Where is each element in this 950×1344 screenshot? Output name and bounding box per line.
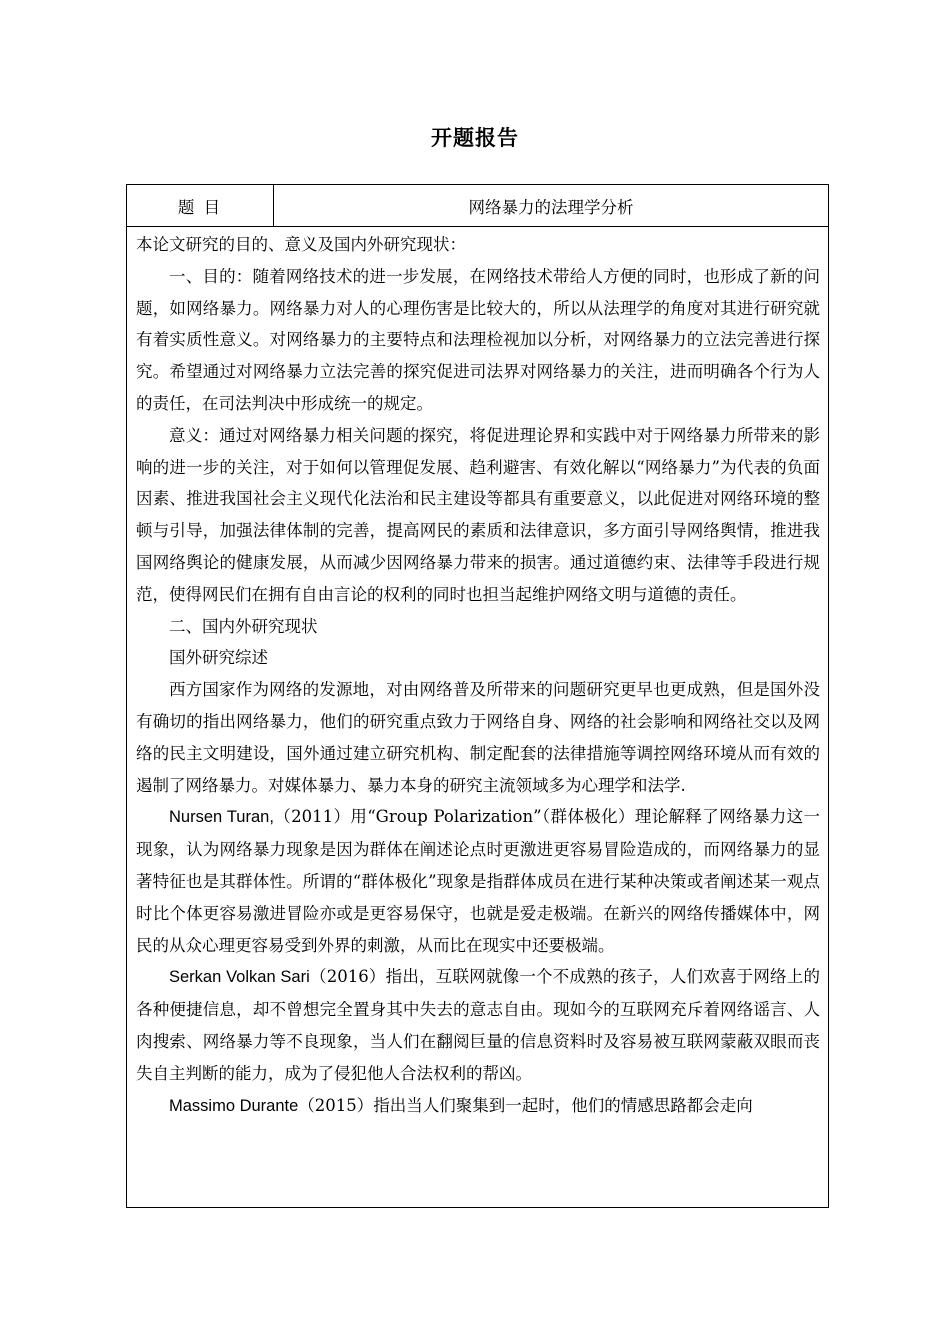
- durante-text: （2015）指出当人们聚集到一起时，他们的情感思路都会走向: [298, 1095, 753, 1115]
- paragraph-research-status-heading: 二、国内外研究现状: [169, 616, 318, 636]
- paragraph-purpose: 一、目的：随着网络技术的进一步发展，在网络技术带给人方便的同时，也形成了新的问题，如网络暴力。网络暴力对人的心理伤害是比较大的，所以从法理学的角度对其进行研究就有着实质性意义。对网络暴力的主要特点和法理检视加以分析，对网络暴力的立法完善进行探究。希望通过对网络暴力立法完善的探究促进司法界对网络暴力的关注，进而明确各个行为人的责任，在司法判决中形成统一的规定。: [136, 266, 820, 413]
- topic-value: 网络暴力的法理学分析: [468, 197, 634, 217]
- paragraph-durante: [136, 1090, 820, 1123]
- paragraph-western-research: 西方国家作为网络的发源地，对由网络普及所带来的问题研究更早也更成熟，但是国外没有确切的指出网络暴力，他们的研究重点致力于网络自身、网络的社会影响和网络社交以及网络的民主文明建设，国外通过建立研究机构、制定配套的法律措施等调控网络环境从而有效的遏制了网络暴力。对媒体暴力、暴力本身的研究主流领域多为心理学和法学.: [136, 680, 820, 795]
- paragraph-turan: [136, 801, 820, 961]
- author-durante: Massimo Durante: [169, 1096, 299, 1115]
- document-title: 开题报告: [431, 126, 519, 150]
- topic-row: [127, 185, 828, 227]
- proposal-body: [127, 227, 828, 1122]
- topic-label: 题 目: [127, 185, 274, 226]
- section-heading: 本论文研究的目的、意义及国内外研究现状：: [136, 235, 466, 254]
- paragraph-significance: 意义：通过对网络暴力相关问题的探究，将促进理论界和实践中对于网络暴力所带来的影响的进一步的关注，对于如何以管理促发展、趋利避害、有效化解以“网络暴力”为代表的负面因素、推进我国社会主义现代化法治和民主建设等都具有重要意义，以此促进对网络环境的整顿与引导，加强法律体制的完善，提高网民的素质和法律意识，多方面引导网络舆情，推进我国网络舆论的健康发展，从而减少因网络暴力带来的损害。通过道德约束、法律等手段进行规范，使得网民们在拥有自由言论的权利的同时也担当起维护网络文明与道德的责任。: [136, 425, 820, 604]
- paragraph-sari: [136, 961, 820, 1089]
- proposal-table: [126, 184, 829, 1208]
- author-sari: Serkan Volkan Sari: [169, 968, 310, 987]
- turan-text: （2011）用“Group Polarization”（群体极化）理论解释了网络暴力这一现象，认为网络暴力现象是因为群体在阐述论点时更激进更容易冒险造成的，而网络暴力的显著特征也是其群体性。所谓的“群体极化”现象是指群体成员在进行某种决策或者阐述某一观点时比个体更容易激进冒险亦或是更容易保守，也就是爱走极端。在新兴的网络传播媒体中，网民的从众心理更容易受到外界的刺激，从而比在现实中还要极端。: [136, 807, 820, 955]
- sari-text: （2016）指出，互联网就像一个不成熟的孩子，人们欢喜于网络上的各种便捷信息，却不曾想完全置身其中失去的意志自由。现如今的互联网充斥着网络谣言、人肉搜索、网络暴力等不良现象，当人们在翻阅巨量的信息资料时及容易被互联网蒙蔽双眼而丧失自主判断的能力，成为了侵犯他人合法权利的帮凶。: [136, 967, 820, 1083]
- author-turan: Nursen Turan,: [169, 808, 274, 827]
- paragraph-foreign-review-heading: 国外研究综述: [169, 648, 268, 668]
